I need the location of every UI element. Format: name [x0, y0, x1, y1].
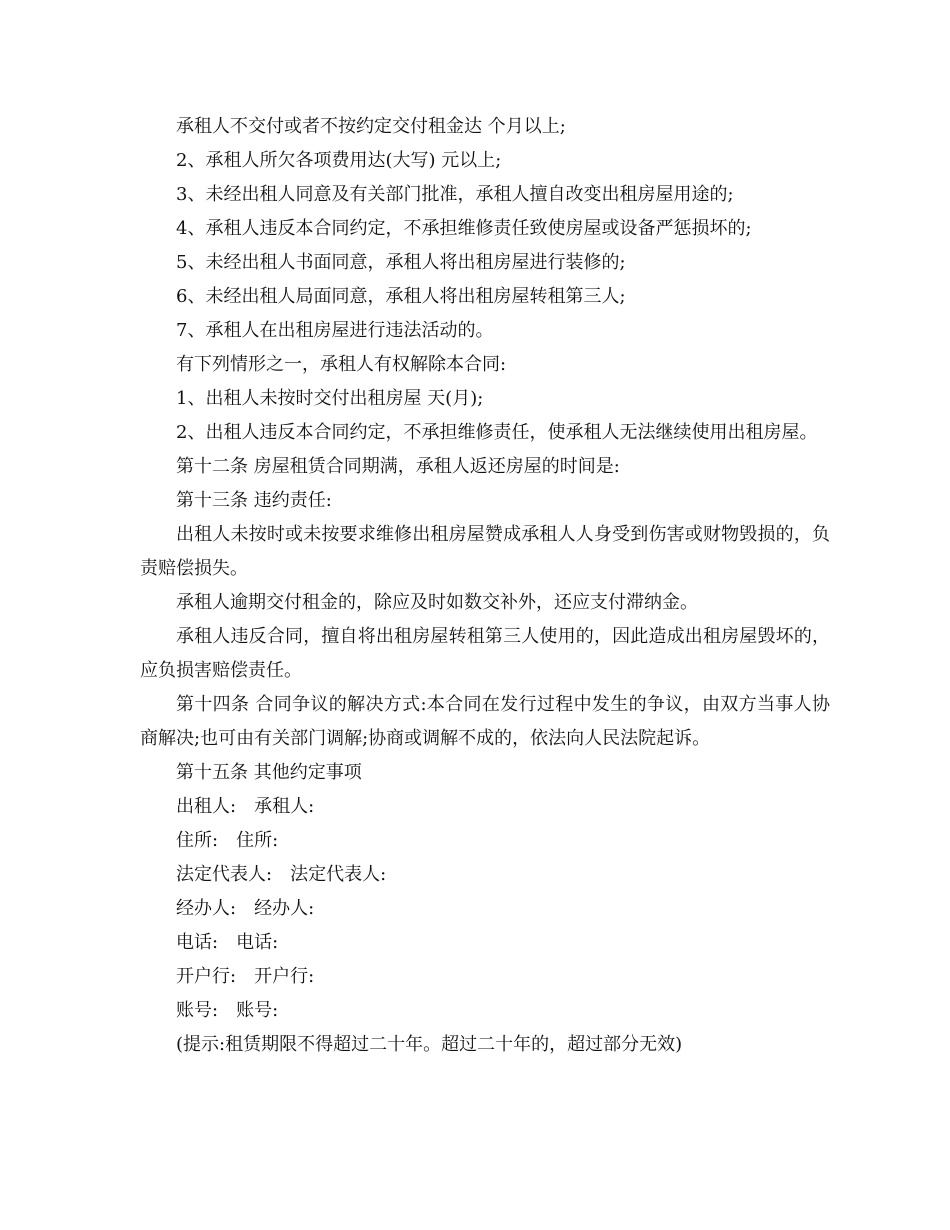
article-13-sublet-damage: 承租人违反合同，擅自将出租房屋转租第三人使用的，因此造成出租房屋毁坏的，应负损害赔偿责任。: [140, 626, 830, 681]
article-12: 第十二条 房屋租赁合同期满，承租人返还房屋的时间是:: [176, 456, 620, 477]
clause-renovation: 5、未经出租人书面同意，承租人将出租房屋进行装修的;: [176, 252, 626, 273]
clause-illegal-activity: 7、承租人在出租房屋进行违法活动的。: [176, 320, 494, 341]
signature-parties: 出租人: 承租人:: [176, 796, 315, 817]
signature-legal-rep: 法定代表人: 法定代表人:: [176, 864, 387, 885]
article-13-late-rent: 承租人逾期交付租金的，除应及时如数交补外，还应支付滞纳金。: [176, 592, 698, 613]
signature-account: 账号: 账号:: [176, 1000, 279, 1021]
signature-phone: 电话: 电话:: [176, 932, 279, 953]
clause-tenant-termination-heading: 有下列情形之一，承租人有权解除本合同:: [176, 354, 507, 375]
clause-arrears-fees: 2、承租人所欠各项费用达(大写) 元以上;: [176, 150, 502, 171]
signature-agent: 经办人: 经办人:: [176, 898, 315, 919]
article-15: 第十五条 其他约定事项: [176, 762, 362, 783]
clause-change-use: 3、未经出租人同意及有关部门批准，承租人擅自改变出租房屋用途的;: [176, 184, 734, 205]
article-13-landlord-liability: 出租人未按时或未按要求维修出租房屋赞成承租人人身受到伤害或财物毁损的，负责赔偿损失。: [140, 524, 830, 579]
article-13-heading: 第十三条 违约责任:: [176, 490, 332, 511]
article-14: 第十四条 合同争议的解决方式:本合同在发行过程中发生的争议，由双方当事人协商解决;也可由有关部门调解;协商或调解不成的，依法向人民法院起诉。: [140, 694, 830, 749]
clause-sublet: 6、未经出租人局面同意，承租人将出租房屋转租第三人;: [176, 286, 626, 307]
clause-no-repair: 2、出租人违反本合同约定，不承担维修责任，使承租人无法继续使用出租房屋。: [176, 422, 818, 443]
clause-late-delivery: 1、出租人未按时交付出租房屋 天(月);: [176, 388, 484, 409]
clause-damage: 4、承租人违反本合同约定，不承担维修责任致使房屋或设备严惩损坏的;: [176, 218, 752, 239]
signature-bank: 开户行: 开户行:: [176, 966, 315, 987]
signature-address: 住所: 住所:: [176, 830, 279, 851]
clause-arrears-rent: 承租人不交付或者不按约定交付租金达 个月以上;: [176, 116, 566, 137]
note-lease-limit: (提示:租赁期限不得超过二十年。超过二十年的，超过部分无效): [176, 1034, 683, 1055]
document-body: [140, 110, 830, 1062]
